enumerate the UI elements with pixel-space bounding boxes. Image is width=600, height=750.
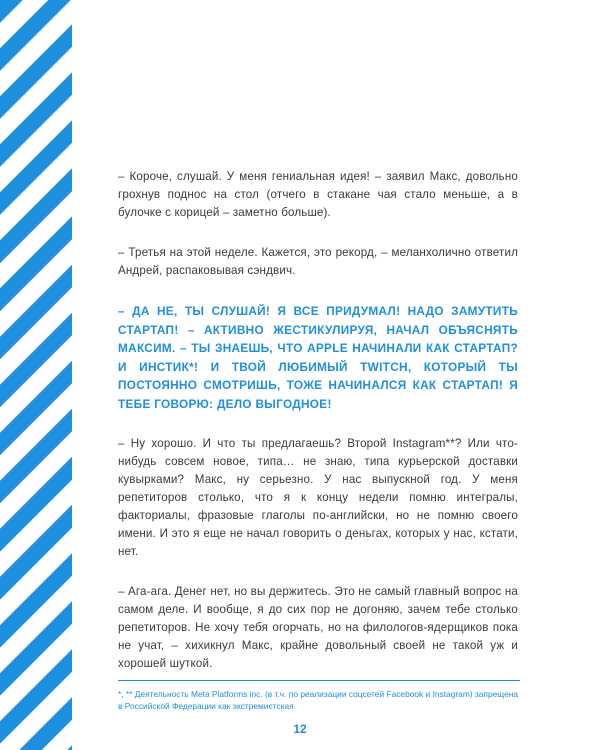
stripe-band-edge xyxy=(72,0,78,750)
highlighted-paragraph: – ДА НЕ, ТЫ СЛУШАЙ! Я ВСЕ ПРИДУМАЛ! НАДО ЗАМУТИТЬ СТАРТАП! – АКТИВНО ЖЕСТИКУЛИРУЯ, НАЧАЛ ОБЪЯСНЯТЬ МАКСИМ. – ТЫ ЗНАЕШЬ, ЧТО APPLE НАЧИНАЛИ КАК СТАРТАП? И ИНСТИК*! И ТВОЙ ЛЮБИМЫЙ TWITCH, КОТОРЫЙ ТЫ ПОСТОЯННО СМОТРИШЬ, ТОЖЕ НАЧИНАЛСЯ КАК СТАРТАП! Я ТЕБЕ ГОВОРЮ: ДЕЛО ВЫГОДНОЕ! xyxy=(118,304,518,411)
paragraph-1: – Короче, слушай. У меня гениальная идея! – заявил Макс, довольно грохнув поднос на стол (отчего в стакане чая стало меньше, а в булочке с корицей – заметно больше). xyxy=(118,170,518,219)
main-text-column xyxy=(118,168,518,695)
page-number: 12 xyxy=(293,722,307,736)
paragraph-5: – Ага-ага. Денег нет, но вы держитесь. Это не самый главный вопрос на самом деле. И вообще, я до сих пор не догоняю, зачем тебе столько репетиторов. Не хочу тебя огорчать, но на филологов-ядерщиков пока не учат, – хихикнул Макс, крайне довольный своей не такой уж и хорошей шуткой. xyxy=(118,585,518,670)
footnote-divider xyxy=(118,680,520,681)
footnote: *, ** Деятельность Meta Platforms inc. (в т.ч. по реализации соцсетей Facebook и Instagram) запрещена в Российской Федерации как экстремистская xyxy=(118,689,519,711)
paragraph-4: – Ну хорошо. И что ты предлагаешь? Второй Instagram**? Или что-нибудь совсем новое, типа… не знаю, типа курьерской доставки кувырками? Макс, ну серьезно. У нас выпускной год. У меня репетиторов столько, что я к концу недели помню интегралы, факториалы, фразовые глаголы по-английски, но не помню своего имени. И это я еще не начал говорить о деньгах, которых у нас, кстати, нет. xyxy=(118,437,518,558)
paragraph-2: – Третья на этой неделе. Кажется, это рекорд, – меланхолично ответил Андрей, распаковывая сэндвич. xyxy=(118,246,518,277)
decorative-stripe-band xyxy=(0,0,72,750)
